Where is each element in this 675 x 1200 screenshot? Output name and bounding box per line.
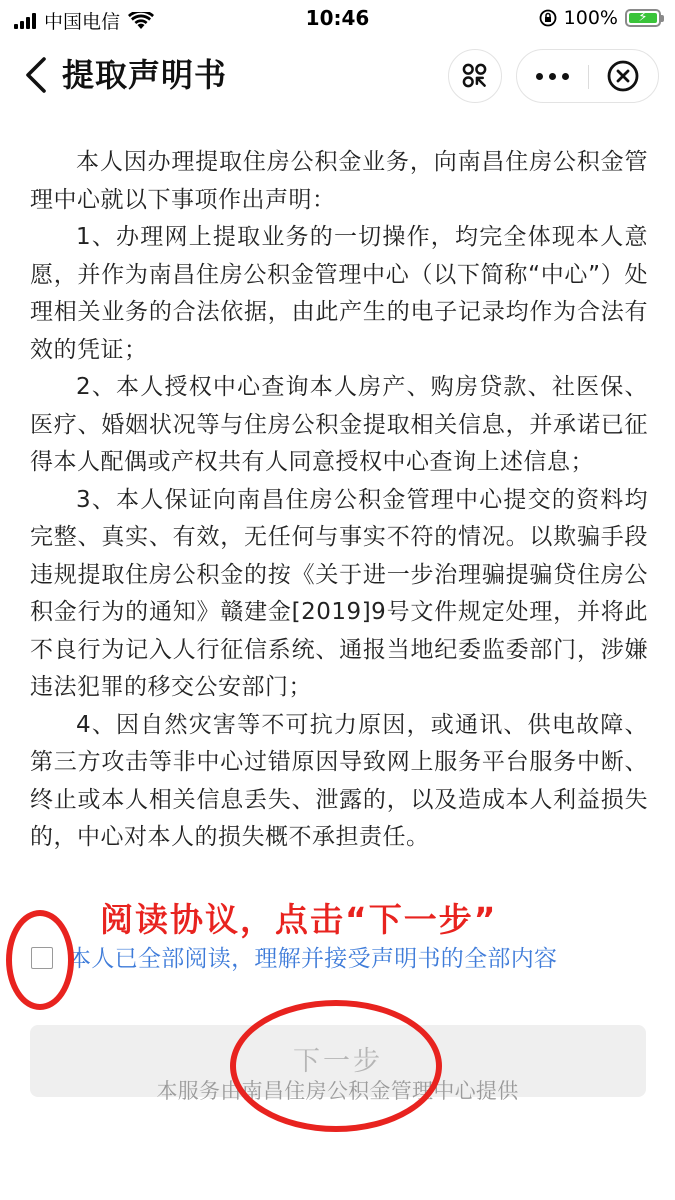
statement-item-2: 2、本人授权中心查询本人房产、购房贷款、社医保、医疗、婚姻状况等与住房公积金提取相关信息，并承诺已征得本人配偶或产权共有人同意授权中心查询上述信息； — [30, 374, 648, 475]
battery-percent: 100% — [563, 7, 618, 29]
statement-item-4: 4、因自然灾害等不可抗力原因，或通讯、供电故障、第三方攻击等非中心过错原因导致网上服务平台服务中断、终止或本人相关信息丢失、泄露的，以及造成本人利益损失的，中心对本人的损失概不承担责任。 — [30, 711, 648, 850]
statement-item-3: 3、本人保证向南昌住房公积金管理中心提交的资料均完整、真实、有效，无任何与事实不符的情况。以欺骗手段违规提取住房公积金的按《关于进一步治理骗提骗贷住房公积金行为的通知》赣建金[2019]9号文件规定处理，并将此不良行为记入人行征信系统、通报当地纪委监委部门，涉嫌违法犯罪的移交公安部门； — [30, 486, 648, 700]
status-bar — [0, 0, 675, 38]
next-step-label: 下一步 — [293, 1046, 383, 1077]
instruction-annotation: 阅读协议，点击“下一步” — [100, 900, 498, 939]
statement-body — [30, 144, 648, 857]
back-chevron-icon[interactable] — [22, 55, 50, 95]
battery-icon: ⚡ — [625, 9, 661, 27]
nav-bar — [0, 40, 675, 110]
statement-item-1: 1、办理网上提取业务的一切操作，均完全体现本人意愿，并作为南昌住房公积金管理中心（以下简称“中心”）处理相关业务的合法依据，由此产生的电子记录均作为合法有效的凭证； — [30, 224, 648, 363]
more-button[interactable] — [517, 50, 588, 102]
more-icon — [536, 73, 543, 80]
page-title: 提取声明书 — [62, 56, 228, 94]
status-right — [539, 7, 661, 29]
carrier-label: 中国电信 — [44, 11, 121, 33]
service-provider-note: 本服务由南昌住房公积金管理中心提供 — [156, 1079, 519, 1103]
close-button[interactable] — [589, 50, 659, 102]
agreement-checkbox[interactable] — [31, 947, 53, 969]
statement-intro: 本人因办理提取住房公积金业务，向南昌住房公积金管理中心就以下事项作出声明： — [30, 149, 648, 213]
scan-button[interactable] — [448, 49, 502, 103]
close-circle-icon — [589, 50, 659, 102]
agreement-label[interactable]: 本人已全部阅读，理解并接受声明书的全部内容 — [68, 946, 558, 972]
agreement-row[interactable] — [26, 940, 656, 980]
status-time: 10:46 — [305, 6, 370, 30]
scan-icon — [449, 50, 501, 102]
mini-program-capsule — [516, 49, 659, 103]
rotation-lock-icon — [539, 9, 557, 27]
